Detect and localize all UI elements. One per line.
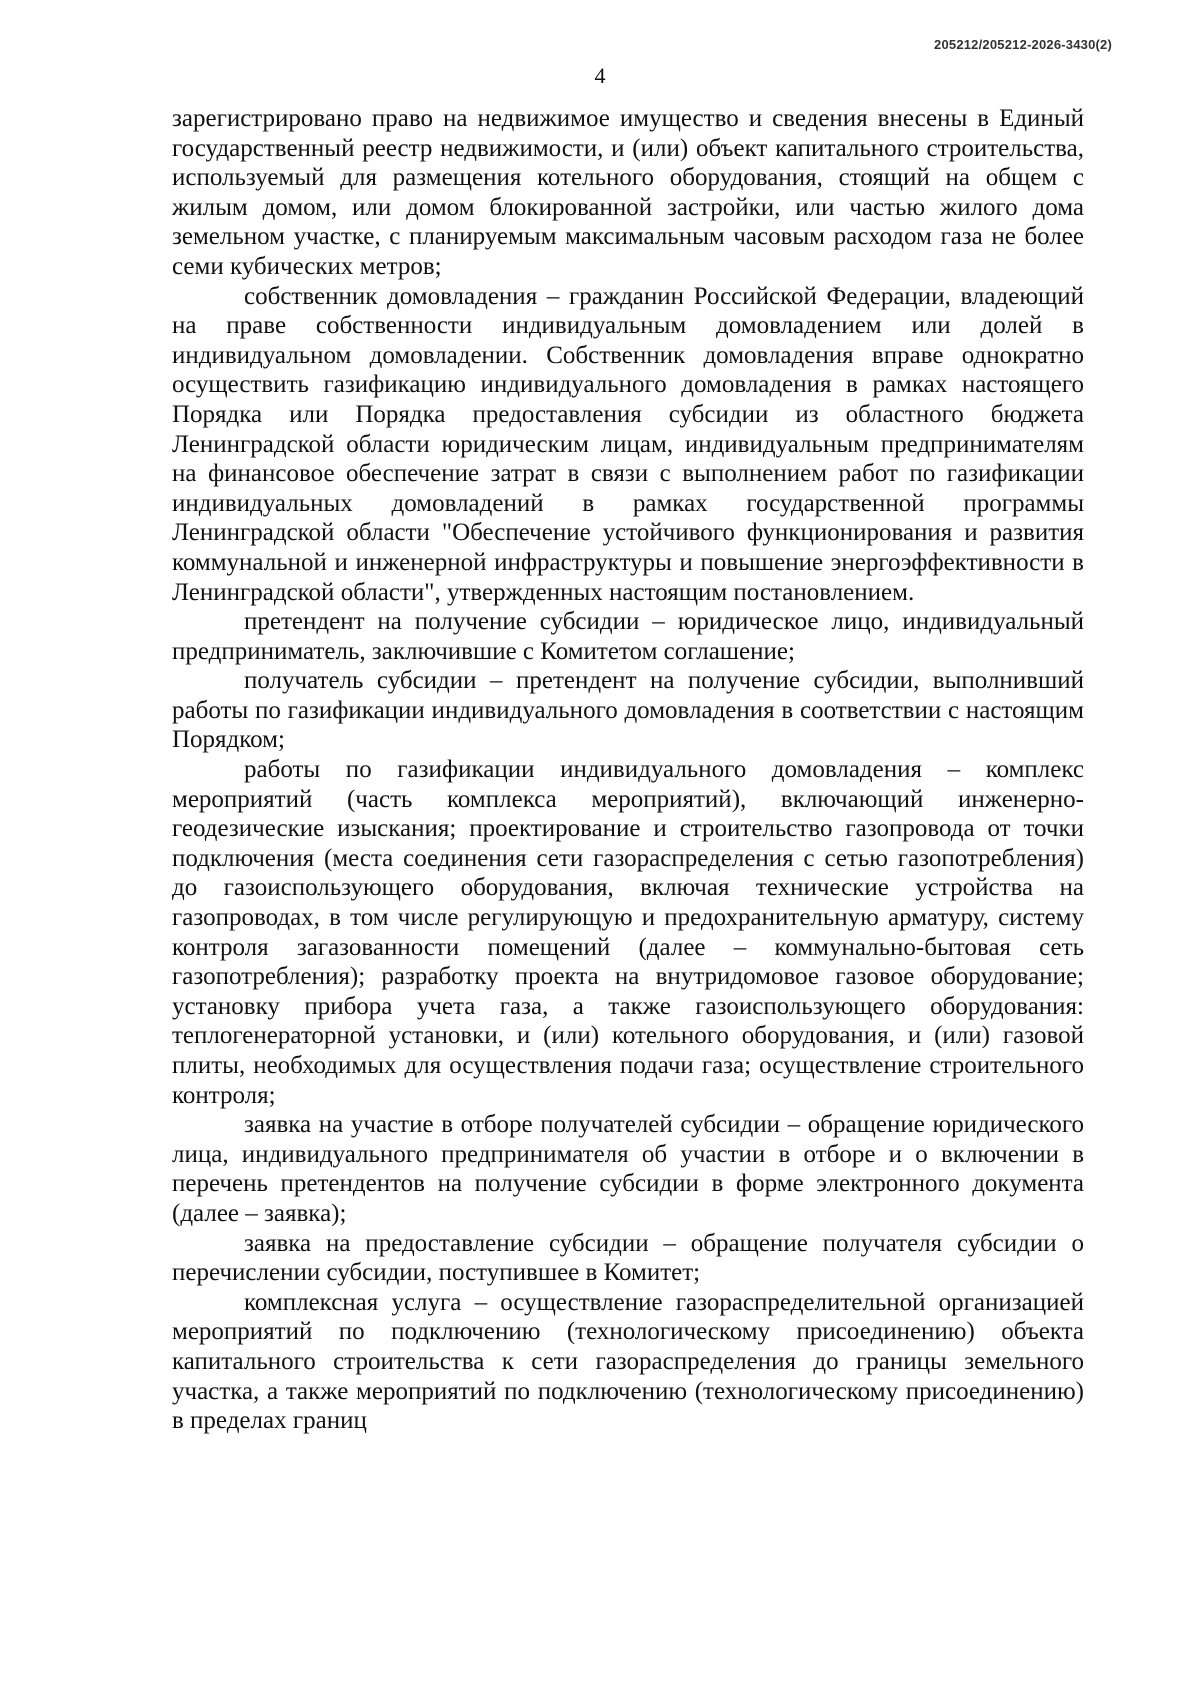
page-number: 4 [594,63,606,88]
paragraph-definition-works: работы по газификации индивидуального домовладения – комплекс мероприятий (часть комплекса мероприятий), включающий инженерно-геодезические изыскания; проектирование и строительство газопровода от точки подключения (места соединения сети газораспределения с сетью газопотребления) до газоиспользующего оборудования, включая технические устройства на газопроводах, в том числе регулирующую и предохранительную арматуру, систему контроля загазованности помещений (далее – коммунально-бытовая сеть газопотребления); разработку проекта на внутридомовое газовое оборудование; установку прибора учета газа, а также газоиспользующего оборудования: теплогенераторной установки, и (или) котельного оборудования, и (или) газовой плиты, необходимых для осуществления подачи газа; осуществление строительного контроля; [172,756,1084,1109]
document-body [172,104,1084,1436]
paragraph-definition-recipient: получатель субсидии – претендент на получение субсидии, выполнивший работы по газификации индивидуального домовладения в соответствии с настоящим Порядком; [172,667,1084,754]
paragraph-definition-subsidy-application: заявка на предоставление субсидии – обращение получателя субсидии о перечислении субсидии, поступившее в Комитет; [172,1229,1084,1287]
document-registration-number: 205212/205212-2026-3430(2) [934,37,1112,52]
paragraph-continuation: зарегистрировано право на недвижимое имущество и сведения внесены в Единый государственный реестр недвижимости, и (или) объект капитального строительства, используемый для размещения котельного оборудования, стоящий на общем с жилым домом, или домом блокированной застройки, или частью жилого дома земельном участке, с планируемым максимальным часовым расходом газа не более семи кубических метров; [172,105,1084,280]
paragraph-definition-applicant: претендент на получение субсидии – юридическое лицо, индивидуальный предприниматель, заключившие с Комитетом соглашение; [172,608,1084,665]
paragraph-definition-owner: собственник домовладения – гражданин Российской Федерации, владеющий на праве собственности индивидуальным домовладением или долей в индивидуальном домовладении. Собственник домовладения вправе однократно осуществить газификацию индивидуального домовладения в рамках настоящего Порядка или Порядка предоставления субсидии из областного бюджета Ленинградской области юридическим лицам, индивидуальным предпринимателям на финансовое обеспечение затрат в связи с выполнением работ по газификации индивидуальных домовладений в рамках государственной программы Ленинградской области "Обеспечение устойчивого функционирования и развития коммунальной и инженерной инфраструктуры и повышение энергоэффективности в Ленинградской области", утвержденных настоящим постановлением. [172,282,1084,606]
paragraph-definition-complex-service: комплексная услуга – осуществление газораспределительной организацией мероприятий по подключению (технологическому присоединению) объекта капитального строительства к сети газораспределения до границы земельного участка, а также мероприятий по подключению (технологическому присоединению) в пределах границ [172,1288,1084,1435]
paragraph-definition-selection-application: заявка на участие в отборе получателей субсидии – обращение юридического лица, индивидуального предпринимателя об участии в отборе и о включении в перечень претендентов на получение субсидии в форме электронного документа (далее – заявка); [172,1111,1084,1227]
